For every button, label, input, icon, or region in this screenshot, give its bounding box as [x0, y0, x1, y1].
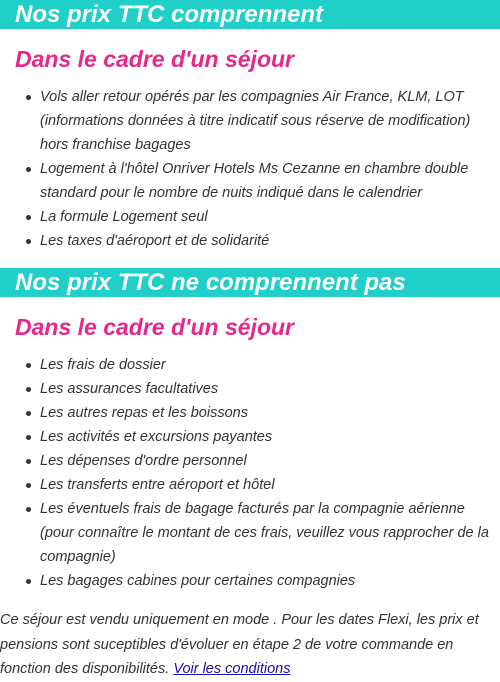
list-item: Les activités et excursions payantes	[0, 425, 500, 449]
list-item: Les assurances facultatives	[0, 377, 500, 401]
bullet-icon	[26, 411, 31, 416]
list-item: Les frais de dossier	[0, 353, 500, 377]
bullet-icon	[26, 483, 31, 488]
excluded-list	[0, 353, 500, 593]
bullet-icon	[26, 579, 31, 584]
conditions-link[interactable]: Voir les conditions	[173, 661, 291, 677]
bullet-icon	[26, 387, 31, 392]
list-item: Les dépenses d'ordre personnel	[0, 449, 500, 473]
bullet-icon	[26, 363, 31, 368]
list-item: Les éventuels frais de bagage facturés par la compagnie aérienne (pour connaître le montant de ces frais, veuillez vous rapprocher de la compagnie)	[0, 497, 500, 569]
included-banner: Nos prix TTC comprennent	[0, 0, 500, 29]
list-item: Les transferts entre aéroport et hôtel	[0, 473, 500, 497]
bullet-icon	[26, 95, 31, 100]
included-list	[0, 85, 500, 253]
excluded-subheading: Dans le cadre d'un séjour	[15, 314, 294, 340]
list-item: Les autres repas et les boissons	[0, 401, 500, 425]
bullet-icon	[26, 459, 31, 464]
list-item: Logement à l'hôtel Onriver Hotels Ms Cezanne en chambre double standard pour le nombre de nuits indiqué dans le calendrier	[0, 157, 500, 205]
list-item: Les bagages cabines pour certaines compagnies	[0, 569, 500, 593]
included-subheading: Dans le cadre d'un séjour	[15, 46, 294, 72]
excluded-banner: Nos prix TTC ne comprennent pas	[0, 268, 500, 297]
list-item: Les taxes d'aéroport et de solidarité	[0, 229, 500, 253]
bullet-icon	[26, 167, 31, 172]
bullet-icon	[26, 239, 31, 244]
conditions-note-text: Ce séjour est vendu uniquement en mode . Pour les dates Flexi, les prix et pensions sont suceptibles d'évoluer en étape 2 de votre commande en fonction des disponibilités.	[0, 612, 479, 677]
list-item: Vols aller retour opérés par les compagnies Air France, KLM, LOT (informations données à titre indicatif sous réserve de modification) hors franchise bagages	[0, 85, 500, 157]
bullet-icon	[26, 435, 31, 440]
bullet-icon	[26, 507, 31, 512]
bullet-icon	[26, 215, 31, 220]
conditions-note	[0, 608, 500, 682]
list-item: La formule Logement seul	[0, 205, 500, 229]
